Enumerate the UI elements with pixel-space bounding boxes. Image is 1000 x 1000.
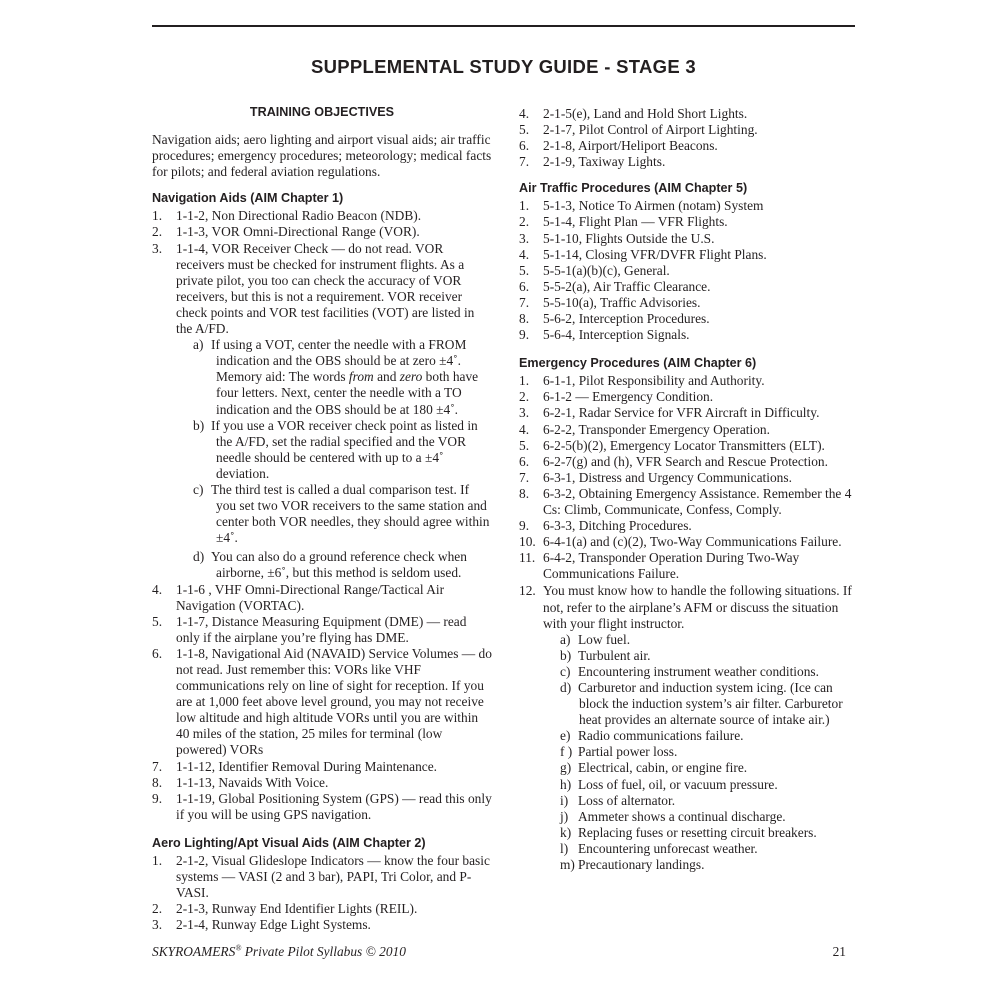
list-item: 9. 5-6-4, Interception Signals. — [519, 327, 690, 343]
list-item: 3. 1-1-4, VOR Receiver Check — do not read. VOR receivers must be checked for instrument flights. As a private pilot, you too can check the accuracy of VOR receivers, but this is not a requirement. VOR receiver check points and VOR test facilities (VOT) are listed in the A/FD. a) If using a VOT, center the needle with a FROM indication and the OBS should be at zero ±4˚. Memory aid: The words from and zero both have four letters. Next, center the needle with a TO indication and the OBS should be at 180 ±4˚. b) If you use a VOR receiver check point as listed in the A/FD, set the radial specified and the VOR needle should be centered with up to a ±4˚ deviation. c) The third test is called a dual comparison test. If you set two VOR receivers to the same station and center both VOR needles, they should agree within ±4˚. d) You can also do a ground reference check when airborne, ±6˚, but this method is seldom used. — [152, 241, 492, 582]
vor-check-sublist — [176, 337, 492, 581]
list-item: 1. 6-1-1, Pilot Responsibility and Authority. — [519, 373, 765, 389]
sub-list-item: k) Replacing fuses or resetting circuit breakers. — [560, 824, 817, 840]
list-item: 2. 5-1-4, Flight Plan — VFR Flights. — [519, 214, 728, 230]
list-item: 4. 2-1-5(e), Land and Hold Short Lights. — [519, 106, 748, 121]
left-column — [152, 104, 492, 933]
list-item: 1. 1-1-2, Non Directional Radio Beacon (NDB). — [152, 208, 422, 224]
footer-copyright: SKYROAMERS® Private Pilot Syllabus © 2010 — [152, 943, 406, 959]
navigation-aids-list — [152, 208, 492, 823]
navigation-aids-heading: Navigation Aids (AIM Chapter 1) — [152, 191, 344, 206]
list-item: 2. 1-1-3, VOR Omni-Directional Range (VOR). — [152, 224, 420, 240]
list-item: 5. 5-5-1(a)(b)(c), General. — [519, 262, 670, 278]
list-item: 8. 5-6-2, Interception Procedures. — [519, 311, 710, 327]
list-item: 3. 6-2-1, Radar Service for VFR Aircraft in Difficulty. — [519, 405, 820, 421]
page-title: SUPPLEMENTAL STUDY GUIDE - STAGE 3 — [310, 56, 697, 77]
list-item: 7. 2-1-9, Taxiway Lights. — [519, 154, 666, 170]
sub-list-item: b) If you use a VOR receiver check point as listed in the A/FD, set the radial specified and the VOR needle should be centered with up to a ±4˚ deviation. — [193, 417, 478, 481]
list-item: 11. 6-4-2, Transponder Operation During Two-Way Communications Failure. — [519, 550, 800, 582]
sub-list-item: g) Electrical, cabin, or engine fire. — [560, 760, 748, 776]
sub-list-item: c) Encountering instrument weather conditions. — [560, 663, 819, 679]
training-objectives-text: Navigation aids; aero lighting and airport visual aids; air traffic procedures; emergency procedures; meteorology; medical facts for pilots; and federal aviation regulations. — [152, 132, 492, 180]
list-item: 6. 2-1-8, Airport/Heliport Beacons. — [519, 138, 718, 154]
emergency-list — [519, 373, 859, 873]
sub-list-item: h) Loss of fuel, oil, or vacuum pressure. — [560, 776, 778, 792]
sub-list-item: f ) Partial power loss. — [560, 744, 678, 760]
sub-list-item: d) Carburetor and induction system icing. (Ice can block the induction system’s air filter. Carburetor heat provides an alternate source of intake air.) — [560, 680, 843, 728]
emergency-heading: Emergency Procedures (AIM Chapter 6) — [519, 356, 757, 371]
sub-list-item: e) Radio communications failure. — [560, 728, 744, 744]
list-item: 9. 1-1-19, Global Positioning System (GPS) — read this only if you will be using GPS navigation. — [152, 790, 492, 822]
list-item: 1. 5-1-3, Notice To Airmen (notam) System — [519, 198, 764, 214]
list-item: 8. 1-1-13, Navaids With Voice. — [152, 774, 329, 790]
list-item: 8. 6-3-2, Obtaining Emergency Assistance. Remember the 4 Cs: Climb, Communicate, Confess, Comply. — [519, 485, 852, 517]
air-traffic-list — [519, 198, 859, 343]
list-item: 5. 2-1-7, Pilot Control of Airport Lighting. — [519, 122, 758, 138]
sub-list-item: c) The third test is called a dual comparison test. If you set two VOR receivers to the same station and center both VOR needles, they should agree within ±4˚. — [193, 481, 490, 546]
page-number: 21 — [832, 944, 846, 959]
aero-lighting-heading: Aero Lighting/Apt Visual Aids (AIM Chapter 2) — [152, 835, 426, 850]
list-item: 5. 1-1-7, Distance Measuring Equipment (DME) — read only if the airplane you’re flying has DME. — [152, 613, 467, 645]
list-item: 2. 6-1-2 — Emergency Condition. — [519, 389, 714, 405]
sub-list-item: i) Loss of alternator. — [560, 792, 676, 808]
sub-list-item: m) Precautionary landings. — [560, 857, 705, 873]
list-item: 5. 6-2-5(b)(2), Emergency Locator Transmitters (ELT). — [519, 437, 825, 453]
sub-list-item: a) Low fuel. — [560, 631, 631, 647]
top-rule — [152, 25, 855, 27]
list-item: 1. 2-1-2, Visual Glideslope Indicators — know the four basic systems — VASI (2 and 3 bar), PAPI, Tri Color, and P-VASI. — [152, 852, 490, 901]
list-item: 6. 6-2-7(g) and (h), VFR Search and Rescue Protection. — [519, 453, 828, 469]
list-item: 7. 6-3-1, Distress and Urgency Communications. — [519, 469, 792, 485]
list-item: 10. 6-4-1(a) and (c)(2), Two-Way Communications Failure. — [519, 534, 842, 550]
training-objectives-heading: TRAINING OBJECTIVES — [249, 105, 395, 119]
sub-list-item: j) Ammeter shows a continual discharge. — [560, 808, 786, 824]
list-item: 4. 5-1-14, Closing VFR/DVFR Flight Plans. — [519, 246, 767, 262]
list-item: 4. 1-1-6 , VHF Omni-Directional Range/Tactical Air Navigation (VORTAC). — [152, 581, 445, 613]
sub-list-item: a) If using a VOT, center the needle with a FROM indication and the OBS should be at zero ±4˚. Memory aid: The words from and zero both have four letters. Next, center the needle with a TO indication and the OBS should be at 180 ±4˚. — [193, 337, 479, 417]
aero-lighting-list-part2 — [519, 106, 859, 170]
air-traffic-heading: Air Traffic Procedures (AIM Chapter 5) — [519, 181, 748, 196]
sub-list-item: l) Encountering unforecast weather. — [560, 840, 758, 856]
right-column — [519, 106, 859, 873]
aero-lighting-list-part1 — [152, 853, 492, 933]
list-item: 7. 5-5-10(a), Traffic Advisories. — [519, 294, 701, 310]
sub-list-item: d) You can also do a ground reference check when airborne, ±6˚, but this method is seldom used. — [193, 549, 467, 581]
list-item: 7. 1-1-12, Identifier Removal During Maintenance. — [152, 758, 438, 774]
list-item: 4. 6-2-2, Transponder Emergency Operation. — [519, 421, 770, 437]
list-item: 2. 2-1-3, Runway End Identifier Lights (REIL). — [152, 901, 418, 917]
list-item: 6. 5-5-2(a), Air Traffic Clearance. — [519, 278, 711, 294]
list-item: 3. 5-1-10, Flights Outside the U.S. — [519, 230, 715, 246]
list-item: 3. 2-1-4, Runway Edge Light Systems. — [152, 917, 371, 933]
list-item: 9. 6-3-3, Ditching Procedures. — [519, 518, 692, 534]
emergency-situations-sublist — [543, 632, 859, 873]
list-item: 12. You must know how to handle the following situations. If not, refer to the airplane’s AFM or discuss the situation with your flight instructor. a) Low fuel. b) Turbulent air. c) Encountering instrument weather conditions. d) Carburetor and induction system icing. (Ice can block the induction system’s air filter. Carburetor heat provides an alternate source of intake air.) e) Radio communications failure. f ) Partial power loss. g) Electrical, cabin, or engine fire. h) Loss of fuel, oil, or vacuum pressure. i) Loss of alternator. j) Ammeter shows a continual discharge. k) Replacing fuses or resetting circuit breakers. l) Encountering unforecast weather. m) Precautionary landings. — [519, 583, 859, 873]
list-item: 6. 1-1-8, Navigational Aid (NAVAID) Service Volumes — do not read. Just remember this: VORs like VHF communications rely on line of sight for reception. If you are at 1,000 feet above level ground, you may not receive low altitude and high altitude VORs until you are within 40 miles of the station, 25 miles for terminal (low powered) VORs — [152, 645, 492, 758]
sub-list-item: b) Turbulent air. — [560, 647, 651, 663]
